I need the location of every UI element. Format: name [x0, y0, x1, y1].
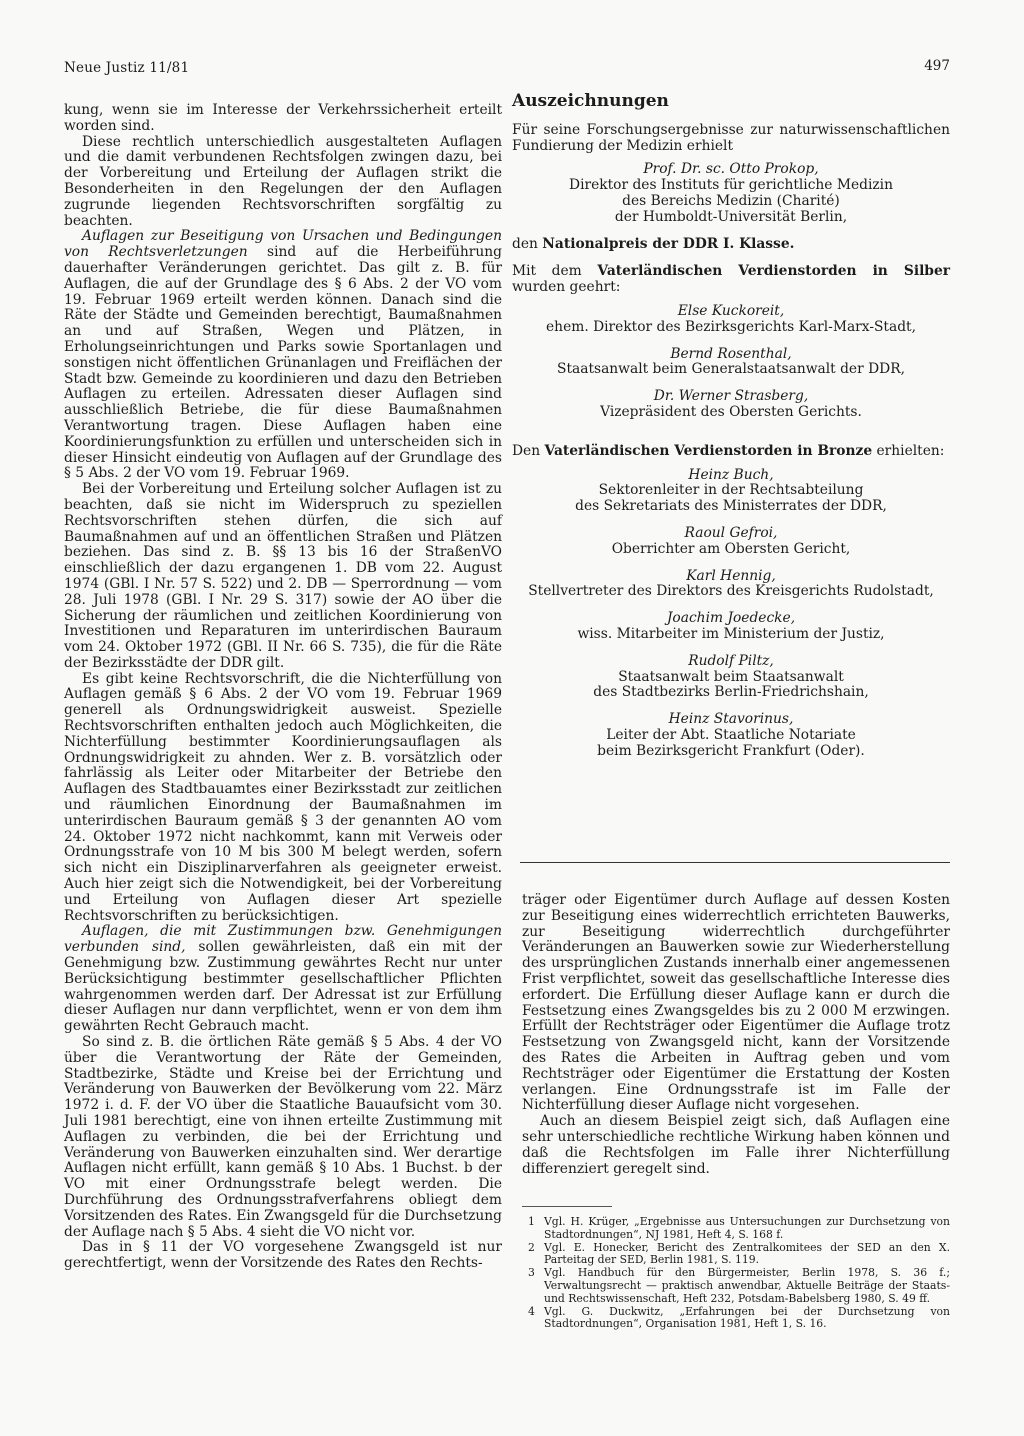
body-paragraph: Das in § 11 der VO vorgesehene Zwangsgeld ist nur gerechtfertigt, wenn der Vorsitzende des Rates den Rechts- [64, 1239, 502, 1272]
honoree-role: Sektorenleiter in der Rechtsabteilung [598, 482, 864, 499]
right-column-text [522, 893, 950, 1177]
honoree-role: Leiter der Abt. Staatliche Notariate [606, 726, 856, 743]
body-paragraph: Es gibt keine Rechtsvorschrift, die die Nichterfüllung von Auflagen gemäß § 6 Abs. 2 der VO vom 19. Februar 1969 generell als Ordnungswidrigkeit ausweist. Spezielle Rechtsvorschriften enthalten jedoch auch Möglichkeiten, die Nichterfüllung bestimmter Koordinierungsauflagen als Ordnungswidrigkeit zu ahnden. Wer z. B. vorsätzlich oder fahrlässig als Leiter oder Mitarbeiter der Betriebe den Auflagen des Stadtbauamtes einer Bezirksstadt zur zeitlichen und räumlichen Einordnung der Baumaßnahmen im unterirdischen Bauraum gemäß § 3 der genannten AO vom 24. Oktober 1972 nicht nachkommt, kann mit Verweis oder Ordnungsstrafe von 10 M bis 300 M belegt werden, sofern sich nicht ein Disziplinarverfahren als geeigneter erweist. Auch hier zeigt sich die Notwendigkeit, bei der Vorbereitung und Erteilung von Auflagen dieser Art spezielle Rechtsvorschriften zu berücksichtigen. [64, 670, 502, 924]
honoree-role: Direktor des Instituts für gerichtliche Medizin [569, 177, 893, 194]
footnote [522, 1267, 950, 1305]
running-head: Neue Justiz 11/81 [64, 60, 190, 76]
honoree-name: Heinz Buch, [688, 466, 774, 483]
body-paragraph: Auch an diesem Beispiel zeigt sich, daß Auflagen eine sehr unterschiedliche rechtliche Wirkung haben können und daß die Rechtsfolgen im Falle ihrer Nichterfüllung differenziert geregelt sind. [522, 1113, 950, 1177]
honoree-role: des Bereichs Medizin (Charité) [622, 192, 840, 209]
footnotes [522, 1216, 950, 1331]
italic-lead: Auflagen, die mit Zustimmungen bzw. Genehmigungen verbunden sind, [64, 923, 502, 956]
honoree-name: Dr. Werner Strasberg, [653, 388, 809, 405]
body-paragraph: Diese rechtlich unterschiedlich ausgestalteten Auflagen und die damit verbundenen Rechtsfolgen zwingen dazu, bei der Vorbereitung und Erteilung der Auflagen strikt die Besonderheiten in den Regelungen der den Auflagen zugrunde liegenden Rechtsvorschriften sorgfältig zu beachten. [64, 133, 502, 229]
honoree-name: Joachim Joedecke, [666, 610, 796, 627]
footnote [522, 1242, 950, 1268]
awards-section [512, 91, 951, 771]
footnote-number: 1 [528, 1215, 535, 1228]
body-paragraph: kung, wenn sie im Interesse der Verkehrssicherheit erteilt worden sind. [64, 102, 502, 134]
honoree [512, 569, 950, 601]
section-divider [520, 862, 950, 863]
honoree [512, 654, 950, 701]
honoree-role: wiss. Mitarbeiter im Ministerium der Justiz, [577, 625, 885, 642]
page-number: 497 [924, 58, 950, 74]
footnote-text: Vgl. G. Duckwitz, „Erfahrungen bei der Durchsetzung von Stadtordnungen“, Organisation 1981, Heft 1, S. 16. [544, 1304, 950, 1331]
footnote-number: 3 [528, 1266, 535, 1280]
honoree [512, 347, 950, 379]
honoree-role: ehem. Direktor des Bezirksgerichts Karl-Marx-Stadt, [546, 318, 916, 335]
honoree-role: Staatsanwalt beim Staatsanwalt [618, 668, 844, 685]
honoree-role: beim Bezirksgericht Frankfurt (Oder). [597, 742, 865, 759]
honoree-role: des Stadtbezirks Berlin-Friedrichshain, [593, 684, 869, 701]
honoree-name: Bernd Rosenthal, [670, 345, 792, 362]
footnote [522, 1306, 950, 1332]
national-prize-line: den Nationalpreis der DDR I. Klasse. [512, 235, 795, 252]
honoree-role: Oberrichter am Obersten Gericht, [611, 540, 851, 557]
body-paragraph: Auflagen, die mit Zustimmungen bzw. Genehmigungen verbunden sind, sollen gewährleisten, daß ein mit der Genehmigung bzw. Zustimmung gewährtes Recht nur unter Berücksichtigung bestimmter gesellschaftlicher Pflichten wahrgenommen werden darf. Der Adressat ist zur Erfüllung dieser Auflagen nur dann verpflichtet, wenn er von dem ihm gewährten Recht Gebrauch macht. [64, 923, 503, 1035]
honoree [512, 389, 950, 421]
silver-intro: Mit dem Vaterländischen Verdienstorden in Silber wurden geehrt: [512, 263, 951, 296]
left-column [64, 103, 502, 1272]
honoree-name: Heinz Stavorinus, [668, 711, 794, 728]
honoree-prokop [512, 162, 950, 225]
section-title: Auszeichnungen [512, 91, 669, 111]
footnote-text: Vgl. Handbuch für den Bürgermeister, Berlin 1978, S. 36 f.; Verwaltungsrecht — praktisch anwendbar, Aktuelle Beiträge der Staats- und Rechtswissenschaft, Heft 232, Potsdam-Babelsberg 1980, S. 49 ff. [544, 1266, 950, 1305]
italic-lead: Auflagen zur Beseitigung von Ursachen und Bedingungen von Rechtsverletzungen [64, 228, 502, 261]
body-paragraph: Auflagen zur Beseitigung von Ursachen und Bedingungen von Rechtsverletzungen sind auf die Herbeiführung dauerhafter Veränderungen gerichtet. Das gilt z. B. für Auflagen, die auf der Grundlage des § 6 Abs. 2 der VO vom 19. Februar 1969 erteilt werden können. Danach sind die Räte der Städte und Gemeinden berechtigt, Baumaßnahmen an und auf Straßen, Wegen und Plätzen, in Erholungseinrichtungen und Parks sowie Sportanlagen und sonstigen nicht öffentlichen Grünanlagen und Freiflächen der Stadt bzw. Gemeinde zu koordinieren und dazu den Betrieben Auflagen zu erteilen. Adressaten dieser Auflagen sind ausschließlich Betriebe, die für diese Baumaßnahmen Verantwortung tragen. Diese Auflagen haben eine Koordinierungsfunktion zu erfüllen und unterscheiden sich in dieser Hinsicht eindeutig von Auflagen auf der Grundlage des § 5 Abs. 2 der VO vom 19. Februar 1969. [64, 228, 502, 482]
bronze-intro: Den Vaterländischen Verdienstorden in Bronze erhielten: [512, 442, 945, 459]
honoree [512, 468, 950, 515]
honoree-name: Karl Hennig, [686, 567, 776, 584]
footnote-text: Vgl. H. Krüger, „Ergebnisse aus Untersuchungen zur Durchsetzung von Stadtordnungen“, NJ 1981, Heft 4, S. 168 f. [544, 1215, 950, 1241]
footnote-number: 2 [528, 1240, 535, 1254]
honoree-role: Staatsanwalt beim Generalstaatsanwalt der DDR, [557, 361, 905, 378]
page-header [64, 60, 950, 84]
honoree-name: Prof. Dr. sc. Otto Prokop, [643, 161, 819, 178]
honoree-name: Else Kuckoreit, [677, 302, 785, 319]
honoree-role: der Humboldt-Universität Berlin, [614, 208, 848, 225]
footnote-text: Vgl. E. Honecker, Bericht des Zentralkomitees der SED an den X. Parteitag der SED, Berlin 1981, S. 119. [544, 1240, 950, 1267]
honoree-role: Vizepräsident des Obersten Gerichts. [600, 403, 862, 420]
honoree-role: Stellvertreter des Direktors des Kreisgerichts Rudolstadt, [528, 583, 934, 600]
footnote [522, 1216, 950, 1242]
footnote-number: 4 [528, 1304, 535, 1318]
body-paragraph: Bei der Vorbereitung und Erteilung solcher Auflagen ist zu beachten, daß sie nicht im Widerspruch zu speziellen Rechtsvorschriften stehen dürfen, die sich auf Baumaßnahmen auf und an öffentlichen Straßen und Plätzen beziehen. Das sind z. B. §§ 13 bis 16 der StraßenVO einschließlich der dazu ergangenen 1. DB vom 22. August 1974 (GBl. I Nr. 57 S. 522) und 2. DB — Sperrordnung — vom 28. Juli 1978 (GBl. I Nr. 29 S. 317) sowie der AO über die Sicherung der räumlichen und zeitlichen Koordinierung von Investitionen und Reparaturen im unterirdischen Bauraum vom 24. Oktober 1972 (GBl. II Nr. 66 S. 735), die für die Räte der Bezirksstädte der DDR gilt. [64, 481, 502, 671]
honoree-name: Raoul Gefroi, [684, 524, 778, 541]
awards-intro: Für seine Forschungsergebnisse zur naturwissenschaftlichen Fundierung der Medizin erhielt [512, 121, 950, 154]
honoree [512, 526, 950, 558]
honoree [512, 712, 950, 759]
honoree-name: Rudolf Piltz, [688, 652, 774, 669]
body-paragraph: träger oder Eigentümer durch Auflage auf dessen Kosten zur Beseitigung eines widerrechtlich errichteten Bauwerks, zur Beseitigung widerrechtlich durchgeführter Veränderungen an Bauwerken sowie zur Wiederherstellung des ursprünglichen Zustands innerhalb einer angemessenen Frist verpflichtet, soweit das gesellschaftliche Interesse dies erfordert. Die Erfüllung dieser Auflage kann er durch die Festsetzung eines Zwangsgeldes bis zu 2 000 M erzwingen. Erfüllt der Rechtsträger oder Eigentümer die Auflage trotz Festsetzung von Zwangsgeld nicht, kann der Vorsitzende des Rates die Arbeiten in Auftrag geben und vom Rechtsträger oder Eigentümer die Erstattung der Kosten verlangen. Eine Ordnungsstrafe ist im Falle der Nichterfüllung dieser Auflage nicht vorgesehen. [522, 892, 950, 1114]
footnote-divider [522, 1206, 612, 1207]
honoree [512, 304, 950, 336]
body-paragraph: So sind z. B. die örtlichen Räte gemäß § 5 Abs. 4 der VO über die Verantwortung der Räte der Gemeinden, Stadtbezirke, Städte und Kreise bei der Errichtung und Veränderung von Bauwerken der Bevölkerung vom 22. März 1972 i. d. F. der VO über die Staatliche Bauaufsicht vom 30. Juli 1981 berechtigt, eine von ihnen erteilte Zustimmung mit Auflagen zu verbinden, die bei der Errichtung und Veränderung von Bauwerken einzuhalten sind. Wer derartige Auflagen nicht erfüllt, kann gemäß § 10 Abs. 1 Buchst. b der VO mit einer Ordnungsstrafe belegt werden. Die Durchführung des Ordnungsstrafverfahrens obliegt dem Vorsitzenden des Rates. Ein Zwangsgeld für die Durchsetzung der Auflage nach § 5 Abs. 4 sieht die VO nicht vor. [64, 1034, 502, 1240]
honoree-role: des Sekretariats des Ministerrates der DDR, [575, 498, 887, 515]
honoree [512, 611, 950, 643]
